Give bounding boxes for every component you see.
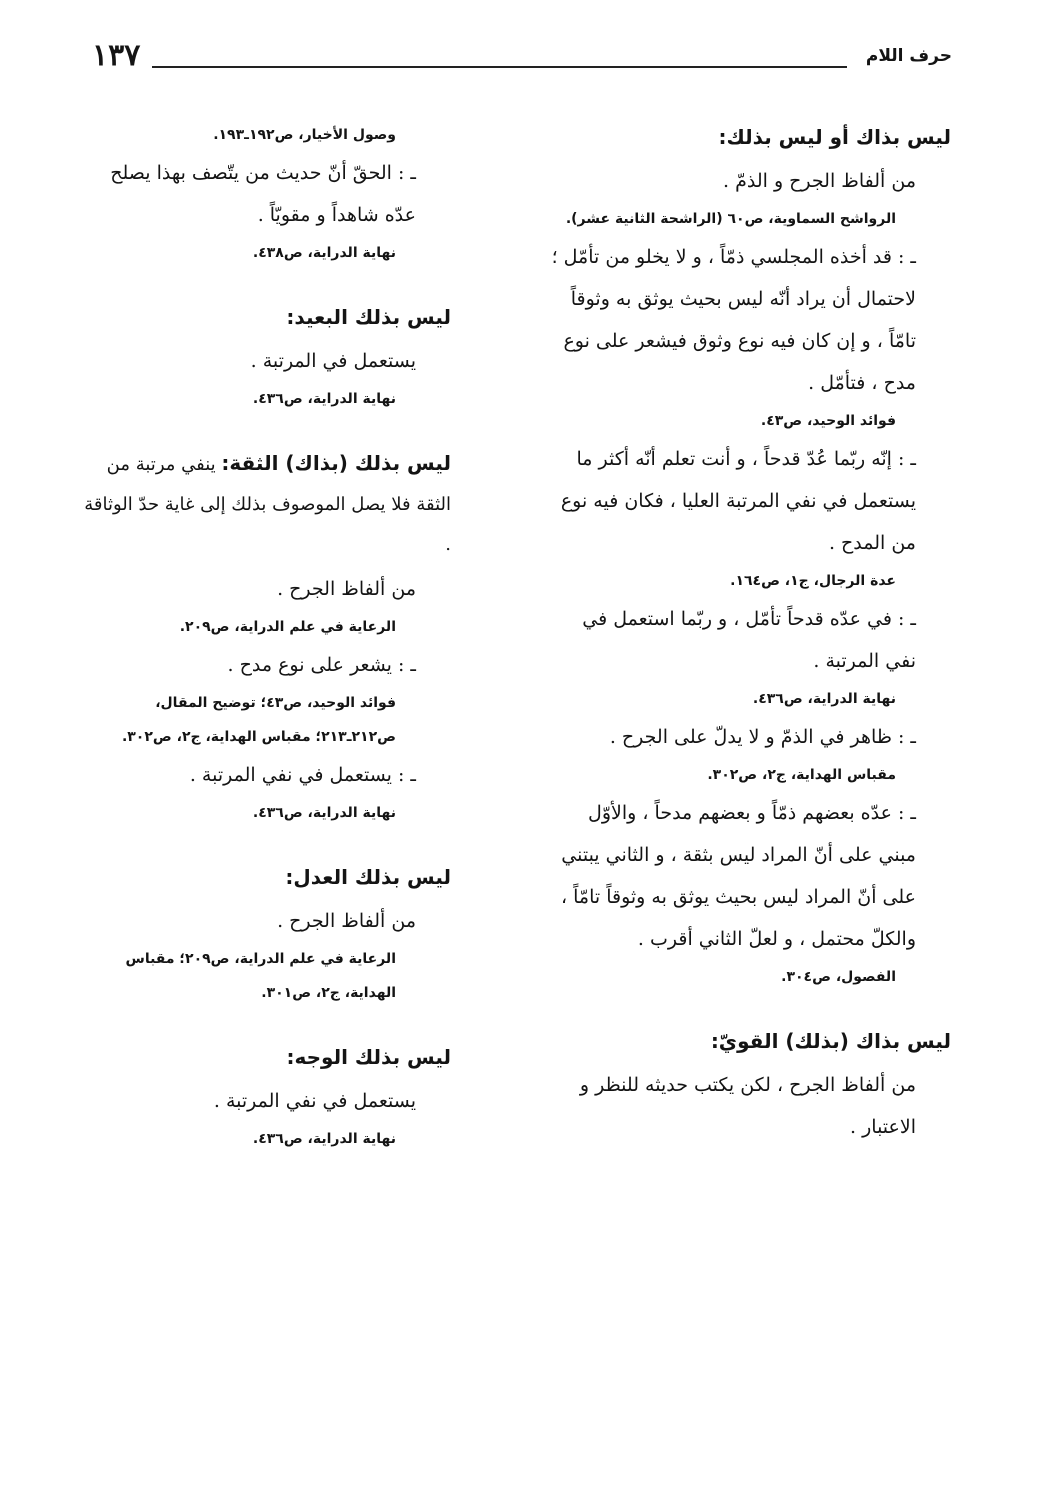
entry-source: الرواشح السماوية، ص٦٠ (الراشحة الثانية عشر). xyxy=(565,211,896,227)
entry-heading: ليس بذلك البعيد: xyxy=(286,305,451,329)
entry-heading: ليس بذاك (بذلك) القويّ: xyxy=(710,1029,951,1053)
entry-title xyxy=(81,444,451,564)
entry-text: من ألفاظ الجرح و الذمّ . xyxy=(723,170,916,192)
right-column xyxy=(551,118,951,1148)
entry-text: يستعمل في نفي المرتبة . xyxy=(213,1090,416,1112)
entry-spacer xyxy=(551,994,951,1022)
entry-spacer xyxy=(81,416,451,444)
entry-source: مقباس الهداية، ج٢، ص٣٠٢. xyxy=(707,767,896,783)
header-rule xyxy=(152,66,847,68)
entry-source: وصول الأخيار، ص١٩٢ـ١٩٣. xyxy=(213,127,396,143)
entry-source: الرعاية في علم الدراية، ص٢٠٩؛ مقباس الهداية، ج٢، ص٣٠١. xyxy=(125,951,396,1001)
entry-spacer xyxy=(81,830,451,858)
entry-title xyxy=(551,118,951,156)
entry-source: عدة الرجال، ج١، ص١٦٤. xyxy=(730,573,896,589)
entry-text: ـ : الحقّ أنّ حديث من يتّصف بهذا يصلح عدّه شاهداً و مقويّاً . xyxy=(110,162,416,226)
entry-source: نهاية الدراية، ص٤٣٦. xyxy=(252,391,396,407)
entry-heading: ليس بذلك العدل: xyxy=(285,865,451,889)
entry-definition: ينفي مرتبة من الثقة فلا يصل الموصوف بذلك إلى غاية حدّ الوثاقة . xyxy=(84,454,451,555)
entry-heading: ليس بذاك أو ليس بذلك: xyxy=(718,125,951,149)
entry-text: ـ : عدّه بعضهم ذمّاً و بعضهم مدحاً ، والأوّل مبني على أنّ المراد ليس بثقة ، و الثاني يبتني على أنّ المراد ليس بحيث يوثق به وثوقاً تامّاً ، والكلّ محتمل ، و لعلّ الثاني أقرب . xyxy=(560,802,916,950)
entry-title xyxy=(81,298,451,336)
entry-source: نهاية الدراية، ص٤٣٦. xyxy=(252,805,396,821)
entry-source: الفصول، ص٣٠٤. xyxy=(781,969,896,985)
entry-text: يستعمل في المرتبة . xyxy=(250,350,416,372)
entry-text: ـ : يشعر على نوع مدح . xyxy=(227,654,416,676)
section-title: حرف اللام xyxy=(865,46,952,66)
entry-text: ـ : يستعمل في نفي المرتبة . xyxy=(189,764,416,786)
entry-text: ـ : قد أخذه المجلسي ذمّاً ، و لا يخلو من تأمّل ؛ لاحتمال أن يراد أنّه ليس بحيث يوثق به وثوقاً تامّاً ، و إن كان فيه نوع وثوق فيشعر على نوع مدح ، فتأمّل . xyxy=(551,246,916,394)
entry-source: الرعاية في علم الدراية، ص٢٠٩. xyxy=(179,619,396,635)
entry-spacer xyxy=(81,270,451,298)
entry-title xyxy=(81,1038,451,1076)
entry-source: نهاية الدراية، ص٤٣٦. xyxy=(752,691,896,707)
entry-text: ـ : ظاهر في الذمّ و لا يدلّ على الجرح . xyxy=(609,726,916,748)
entry-text: من ألفاظ الجرح . xyxy=(277,910,416,932)
entry-title xyxy=(551,1022,951,1060)
page-header xyxy=(92,38,952,78)
entry-text: من ألفاظ الجرح ، لكن يكتب حديثه للنظر و الاعتبار . xyxy=(579,1074,916,1138)
entry-heading: ليس بذلك (بذاك) الثقة: xyxy=(221,451,451,475)
entry-text: ـ : إنّه ربّما عُدّ قدحاً ، و أنت تعلم أنّه أكثر ما يستعمل في نفي المرتبة العليا ، فكان فيه نوع من المدح . xyxy=(560,448,916,554)
entry-title xyxy=(81,858,451,896)
entry-source: فوائد الوحيد، ص٤٣؛ توضيح المقال، ص٢١٢ـ٢١٣؛ مقباس الهداية، ج٢، ص٣٠٢. xyxy=(121,695,396,745)
entry-source: نهاية الدراية، ص٤٣٦. xyxy=(252,1131,396,1147)
entry-source: نهاية الدراية، ص٤٣٨. xyxy=(252,245,396,261)
entry-text: ـ : في عدّه قدحاً تأمّل ، و ربّما استعمل في نفي المرتبة . xyxy=(582,608,916,672)
entry-spacer xyxy=(81,1010,451,1038)
page-number: ١٣٧ xyxy=(92,38,141,73)
entry-heading: ليس بذلك الوجه: xyxy=(286,1045,451,1069)
entry-text: من ألفاظ الجرح . xyxy=(277,578,416,600)
left-column xyxy=(81,118,451,1156)
entry-source: فوائد الوحيد، ص٤٣. xyxy=(760,413,896,429)
